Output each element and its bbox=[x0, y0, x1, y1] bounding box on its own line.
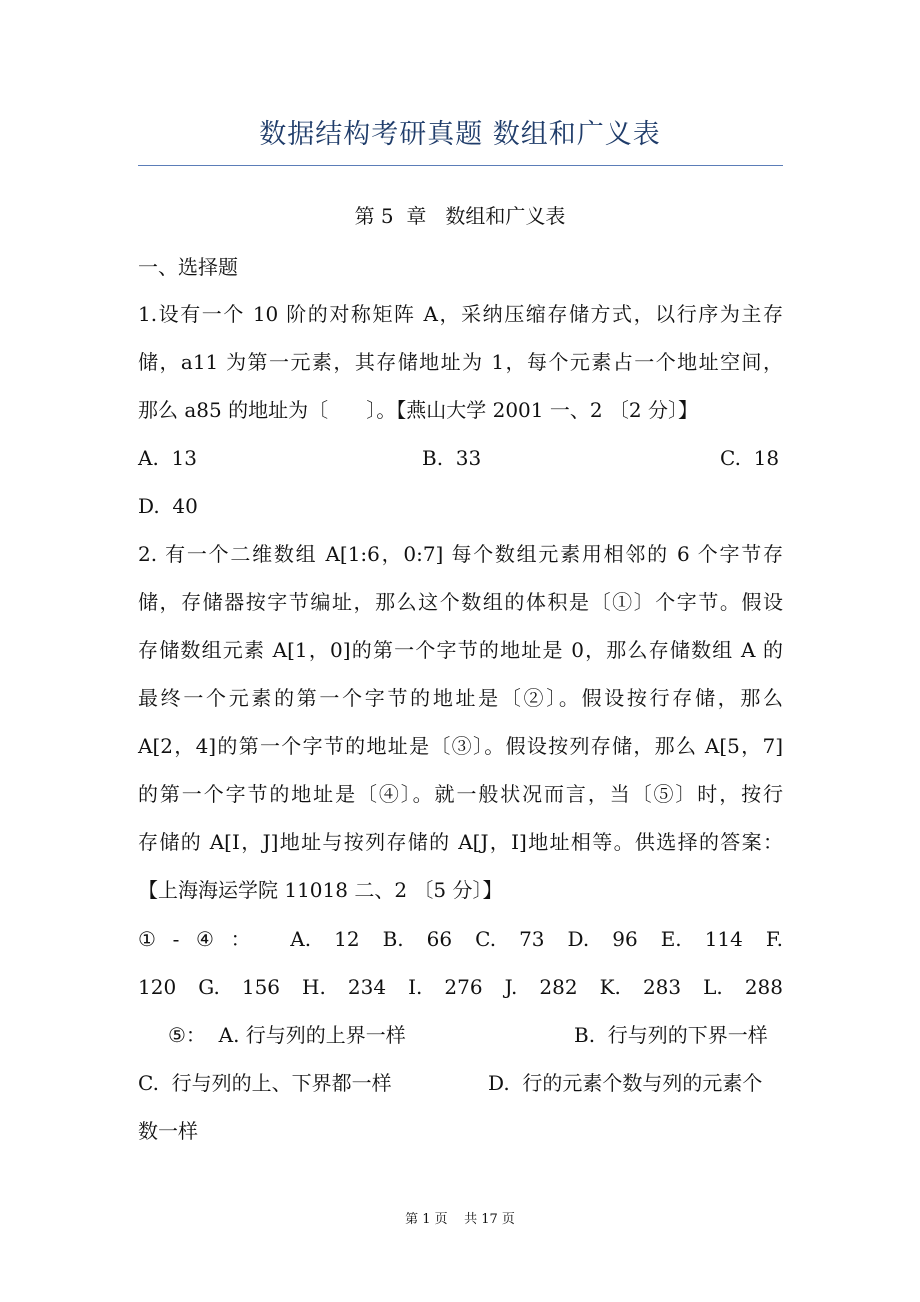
q2-line-6: 的第一个字节的地址是〔④〕。就一般状况而言，当〔⑤〕时，按行 bbox=[138, 782, 783, 806]
q2-line-5: A[2，4]的第一个字节的地址是〔③〕。假设按列存储，那么 A[5，7] bbox=[138, 734, 783, 758]
q1-line-2: 储，a11 为第一元素，其存储地址为 1，每个元素占一个地址空间， bbox=[138, 350, 783, 374]
q2-choice5-b: B. 行与列的下界一样 bbox=[574, 1023, 768, 1047]
section-heading: 一、选择题 bbox=[138, 255, 238, 279]
q2-line-3: 存储数组元素 A[1，0]的第一个字节的地址是 0，那么存储数组 A 的 bbox=[138, 638, 783, 662]
q2-line-8: 【上海海运学院 11018 二、2 〔5 分〕】 bbox=[138, 878, 503, 902]
q1-option-a: A. 13 bbox=[138, 446, 197, 470]
page-title: 数据结构考研真题 数组和广义表 bbox=[259, 119, 661, 150]
q2-choice5-d-continued: 数一样 bbox=[138, 1119, 198, 1143]
q2-line-2: 储，存储器按字节编址，那么这个数组的体积是〔①〕个字节。假设 bbox=[138, 590, 783, 614]
q1-option-b: B. 33 bbox=[422, 446, 482, 470]
title-divider bbox=[138, 165, 783, 166]
q2-choices-line-2: 120 G. 156 H. 234 I. 276 J. 282 K. 283 L. 288 bbox=[138, 975, 783, 999]
q2-line-4: 最终一个元素的第一个字节的地址是〔②〕。假设按行存储，那么 bbox=[138, 686, 783, 710]
q1-line-1: 1.设有一个 10 阶的对称矩阵 A，采纳压缩存储方式，以行序为主存 bbox=[138, 302, 783, 326]
page-footer: 第 1 页 共 17 页 bbox=[405, 1212, 515, 1227]
chapter-heading: 第 5 章 数组和广义表 bbox=[354, 204, 566, 228]
q2-choice5-c: C. 行与列的上、下界都一样 bbox=[138, 1071, 392, 1095]
q1-line-3: 那么 a85 的地址为〔 〕。【燕山大学 2001 一、2 〔2 分〕】 bbox=[138, 398, 699, 422]
q2-line-1: 2. 有一个二维数组 A[1:6，0:7] 每个数组元素用相邻的 6 个字节存 bbox=[138, 542, 783, 566]
q2-line-7: 存储的 A[I，J]地址与按列存储的 A[J，I]地址相等。供选择的答案： bbox=[138, 830, 783, 854]
q2-choices-line-1: ①-④： A. 12 B. 66 C. 73 D. 96 E. 114 F. bbox=[138, 927, 783, 951]
q2-choice5-a: ⑤： A. 行与列的上界一样 bbox=[168, 1023, 406, 1047]
q2-choice5-d: D. 行的元素个数与列的元素个 bbox=[488, 1071, 763, 1095]
q1-option-c: C. 18 bbox=[720, 446, 780, 470]
q1-option-d: D. 40 bbox=[138, 494, 198, 518]
